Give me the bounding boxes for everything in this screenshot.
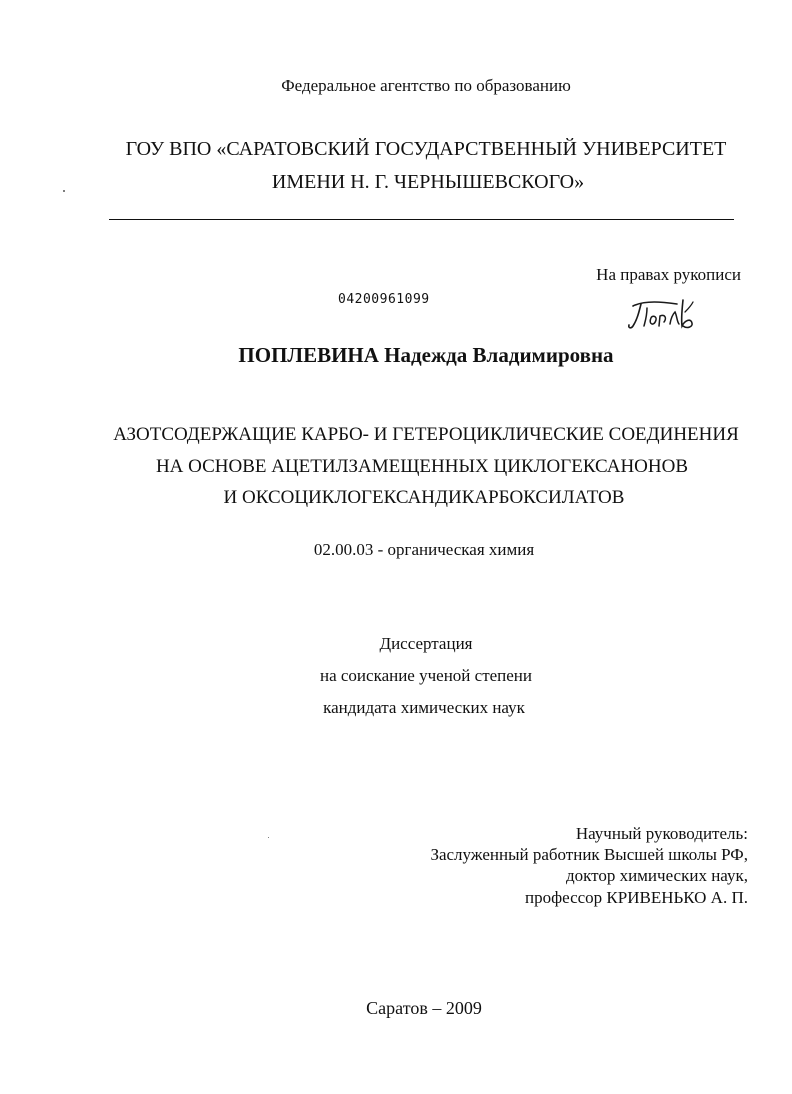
supervisor-name: профессор КРИВЕНЬКО А. П. — [524, 888, 748, 907]
supervisor-degree: доктор химических наук, — [565, 866, 748, 885]
degree-line1: на соискание ученой степени — [319, 666, 533, 685]
author-name: ПОПЛЕВИНА Надежда Владимировна — [238, 343, 614, 367]
thesis-title-line1: АЗОТСОДЕРЖАЩИЕ КАРБО- И ГЕТЕРОЦИКЛИЧЕСКИЕ СОЕДИНЕНИЯ — [113, 424, 739, 445]
university-name-line2: ИМЕНИ Н. Г. ЧЕРНЫШЕВСКОГО» — [271, 171, 585, 193]
specialty-code: 02.00.03 - органическая химия — [313, 540, 535, 559]
supervisor-honor: Заслуженный работник Высшей школы РФ, — [430, 845, 748, 864]
scan-speck — [268, 837, 269, 838]
manuscript-rights-note: На правах рукописи — [596, 265, 741, 284]
university-name-line1: ГОУ ВПО «САРАТОВСКИЙ ГОСУДАРСТВЕННЫЙ УНИВЕРСИТЕТ — [125, 138, 727, 160]
document-number: 04200961099 — [338, 292, 430, 307]
header-divider — [109, 219, 734, 220]
city-and-year: Саратов – 2009 — [366, 998, 482, 1018]
thesis-title-line3: И ОКСОЦИКЛОГЕКСАНДИКАРБОКСИЛАТОВ — [223, 487, 625, 508]
supervisor-heading: Научный руководитель: — [575, 824, 748, 843]
agency-name: Федеральное агентство по образованию — [281, 76, 571, 95]
handwritten-signature — [625, 296, 705, 336]
degree-line2: кандидата химических наук — [323, 698, 525, 717]
document-type: Диссертация — [379, 634, 473, 653]
thesis-title-line2: НА ОСНОВЕ АЦЕТИЛЗАМЕЩЕННЫХ ЦИКЛОГЕКСАНОНОВ — [155, 456, 689, 477]
scan-speck — [63, 190, 65, 192]
